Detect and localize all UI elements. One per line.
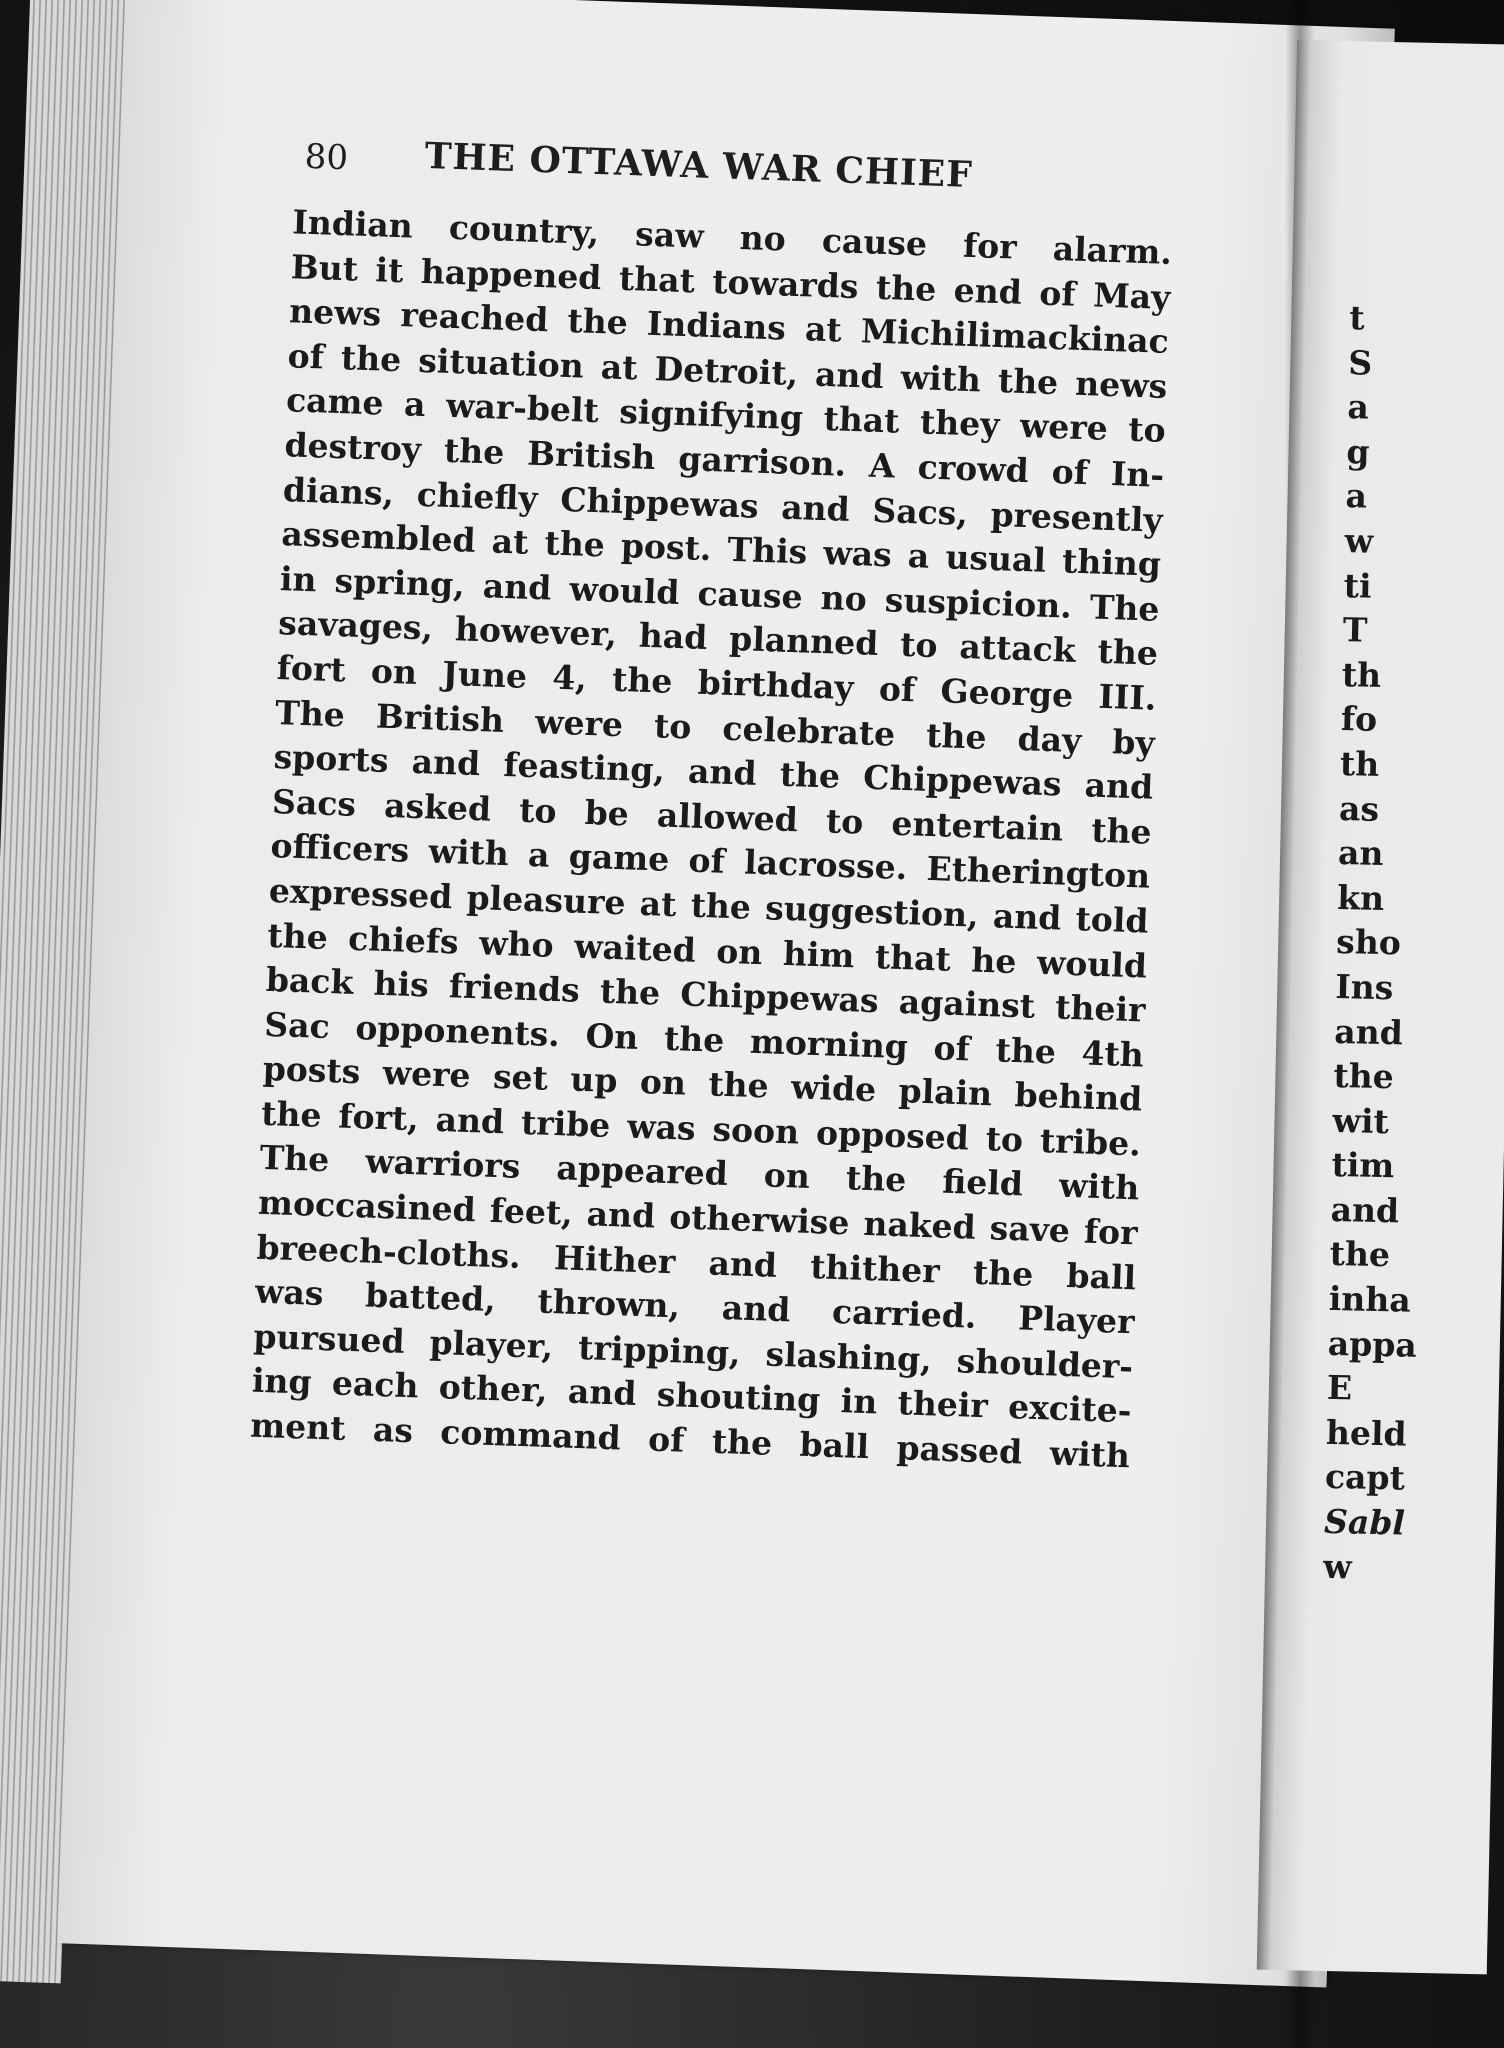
- word: The: [1089, 587, 1161, 629]
- word: Indian: [291, 202, 414, 246]
- right-text-fragment: w: [1344, 521, 1374, 561]
- word: fort,: [337, 1096, 420, 1139]
- word: of: [933, 1027, 971, 1069]
- word: his: [372, 963, 430, 1005]
- word: moccasined: [257, 1182, 477, 1230]
- word: and: [780, 487, 851, 529]
- word: A: [868, 445, 896, 486]
- word: shoulder-: [956, 1341, 1134, 1387]
- word: and: [435, 1099, 505, 1142]
- word: Chippewas: [559, 479, 760, 526]
- word: the: [1096, 632, 1159, 674]
- right-text-fragment: a: [1347, 387, 1370, 427]
- word: the: [972, 1252, 1034, 1294]
- word: alarm.: [1052, 228, 1173, 273]
- word: British: [526, 433, 657, 478]
- word: field: [941, 1162, 1024, 1204]
- word: the: [997, 360, 1059, 402]
- word: with: [1058, 1166, 1140, 1208]
- word: British: [375, 696, 505, 740]
- word: George: [939, 671, 1074, 715]
- word: Michilimackinac: [860, 311, 1170, 362]
- word: with: [900, 357, 982, 400]
- word: of: [687, 840, 726, 882]
- word: thing: [1061, 541, 1162, 585]
- word: news: [1074, 363, 1168, 406]
- word: who: [478, 922, 555, 965]
- word: thrown,: [536, 1281, 681, 1326]
- word: Player: [1017, 1298, 1136, 1342]
- word: to: [985, 1118, 1024, 1160]
- word: the: [690, 885, 752, 927]
- word: in: [279, 558, 318, 600]
- right-text-fragment: as: [1338, 788, 1380, 829]
- word: In-: [1110, 454, 1165, 495]
- word: however,: [454, 609, 618, 655]
- word: and: [482, 565, 553, 608]
- right-text-fragment: sho: [1335, 922, 1402, 963]
- word: the: [711, 1421, 773, 1463]
- word: were: [382, 1053, 472, 1096]
- word: at: [639, 883, 678, 925]
- right-text-fragment: capt: [1324, 1457, 1406, 1498]
- word: May: [1092, 274, 1171, 317]
- word: saw: [634, 214, 705, 256]
- word: for: [962, 225, 1018, 267]
- word: set: [492, 1057, 549, 1099]
- word: savages,: [277, 603, 434, 648]
- word: tribe: [520, 1102, 611, 1145]
- word: the: [845, 1158, 907, 1200]
- word: feet,: [489, 1190, 574, 1233]
- word: as: [372, 1409, 414, 1451]
- word: and: [687, 751, 758, 793]
- word: This: [726, 529, 808, 572]
- word: their: [1054, 987, 1147, 1030]
- word: that: [874, 936, 952, 979]
- word: asked: [383, 785, 492, 829]
- word: sports: [273, 737, 390, 781]
- word: plain: [897, 1071, 993, 1114]
- word: Etherington: [925, 849, 1151, 896]
- word: end: [953, 270, 1023, 312]
- word: tribe.: [1039, 1120, 1142, 1164]
- word: behind: [1013, 1075, 1143, 1119]
- word: reached: [399, 295, 549, 340]
- word: excite-: [1007, 1387, 1133, 1431]
- word: each: [331, 1363, 420, 1406]
- right-text-fragment: held: [1325, 1412, 1408, 1454]
- word: on: [639, 1062, 687, 1103]
- word: breech-cloths.: [255, 1227, 522, 1276]
- word: passed: [895, 1428, 1023, 1472]
- right-text-fragment: fo: [1340, 699, 1378, 740]
- running-head: THE OTTAWA WAR CHIEF: [424, 134, 974, 197]
- word: with: [427, 831, 510, 874]
- word: would: [568, 568, 681, 612]
- word: came: [285, 380, 385, 423]
- word: pleasure: [465, 877, 627, 923]
- right-text-fragment: appa: [1327, 1323, 1418, 1365]
- word: The: [274, 692, 346, 734]
- word: ment: [249, 1405, 347, 1448]
- word: was: [626, 1106, 697, 1148]
- word: on: [763, 1155, 811, 1197]
- word: to: [825, 801, 864, 842]
- word: Hither: [553, 1237, 676, 1281]
- right-text-fragment: and: [1330, 1189, 1400, 1231]
- word: signifying: [618, 392, 804, 438]
- right-text-fragment: T: [1342, 610, 1368, 650]
- word: chiefs: [347, 918, 460, 962]
- word: and: [1084, 765, 1154, 807]
- right-text-fragment: E: [1326, 1368, 1353, 1408]
- word: would: [1036, 942, 1148, 986]
- right-text-fragment: wit: [1332, 1100, 1390, 1141]
- word: the: [925, 715, 988, 757]
- word: birthday: [697, 662, 855, 708]
- word: ball: [798, 1424, 870, 1467]
- right-text-fragment: S: [1348, 342, 1373, 383]
- word: Detroit,: [653, 348, 799, 393]
- page-number: 80: [304, 136, 349, 179]
- word: they: [919, 402, 1001, 445]
- word: by: [1111, 721, 1156, 763]
- word: he: [970, 939, 1018, 981]
- word: and: [992, 896, 1063, 938]
- word: Chippewas: [679, 974, 880, 1021]
- word: chiefly: [416, 474, 539, 518]
- word: The: [259, 1138, 330, 1180]
- word: fort: [276, 648, 347, 690]
- word: planned: [728, 619, 879, 664]
- word: crowd: [917, 447, 1030, 491]
- word: Indians: [646, 303, 787, 348]
- word: the: [994, 1030, 1057, 1072]
- word: opponents.: [354, 1007, 561, 1054]
- word: 4,: [551, 657, 588, 698]
- right-text-fragment: the: [1329, 1234, 1391, 1275]
- word: were: [534, 701, 624, 744]
- word: no: [820, 577, 868, 619]
- word: batted,: [364, 1275, 497, 1320]
- word: save: [989, 1208, 1071, 1251]
- word: a: [907, 536, 930, 576]
- word: a: [403, 384, 427, 425]
- word: of: [1051, 451, 1089, 493]
- word: it: [374, 249, 405, 290]
- word: on: [370, 651, 418, 692]
- word: at: [600, 346, 639, 388]
- word: slashing,: [764, 1334, 933, 1380]
- word: happened: [420, 251, 603, 297]
- word: 4th: [1080, 1033, 1145, 1075]
- word: garrison.: [677, 438, 847, 484]
- word: news: [288, 291, 382, 334]
- word: the: [1090, 810, 1153, 852]
- right-text-fragment: the: [1333, 1056, 1395, 1097]
- word: player,: [428, 1322, 554, 1366]
- word: country,: [448, 207, 600, 253]
- word: at: [491, 521, 530, 562]
- word: thither: [809, 1246, 941, 1291]
- word: him: [782, 933, 856, 975]
- word: the: [543, 523, 606, 565]
- word: on: [715, 931, 764, 972]
- word: of: [1038, 273, 1077, 314]
- word: feasting,: [502, 745, 666, 790]
- right-text-fragment: ti: [1343, 565, 1372, 606]
- word: posts: [262, 1049, 361, 1092]
- right-page: [1254, 40, 1504, 2048]
- word: was: [254, 1271, 325, 1314]
- word: the: [443, 430, 505, 472]
- word: and: [814, 354, 885, 396]
- right-text-fragment: t: [1348, 298, 1366, 338]
- word: at: [804, 309, 843, 350]
- word: game: [568, 836, 670, 880]
- word: waited: [573, 926, 697, 970]
- word: post.: [620, 526, 713, 569]
- word: opposed: [815, 1113, 970, 1158]
- word: naked: [862, 1203, 977, 1247]
- word: that: [618, 258, 696, 301]
- word: of: [878, 669, 916, 710]
- word: warriors: [364, 1141, 522, 1187]
- word: On: [584, 1015, 640, 1057]
- word: up: [569, 1059, 619, 1101]
- word: the: [663, 1018, 725, 1060]
- word: spring,: [333, 560, 466, 605]
- word: to: [518, 790, 558, 831]
- word: the: [611, 659, 674, 701]
- right-text-fragment: tim: [1331, 1145, 1395, 1186]
- word: against: [898, 982, 1036, 1026]
- right-text-fragment: w: [1322, 1546, 1353, 1587]
- word: appeared: [555, 1148, 729, 1194]
- word: the: [340, 337, 402, 379]
- word: shouting: [656, 1375, 821, 1420]
- word: June: [441, 653, 528, 696]
- word: told: [1075, 899, 1150, 941]
- word: with: [1049, 1433, 1131, 1476]
- word: day: [1017, 718, 1082, 760]
- word: the: [779, 754, 841, 796]
- right-text-fragment: kn: [1336, 877, 1385, 918]
- word: and: [721, 1288, 791, 1330]
- word: of: [287, 336, 325, 377]
- word: towards: [711, 261, 860, 306]
- word: and: [411, 741, 481, 784]
- word: Chippewas: [862, 757, 1063, 804]
- word: no: [739, 217, 787, 259]
- word: the: [599, 971, 661, 1013]
- word: the: [266, 915, 329, 957]
- right-text-fragment: and: [1334, 1011, 1404, 1052]
- word: command: [439, 1412, 622, 1458]
- word: the: [875, 267, 937, 309]
- word: morning: [749, 1021, 909, 1066]
- right-text-fragment: a: [1345, 476, 1368, 516]
- word: back: [265, 959, 355, 1003]
- word: presently: [989, 494, 1164, 540]
- word: officers: [269, 826, 410, 871]
- word: attack: [958, 627, 1077, 671]
- word: in: [840, 1381, 878, 1422]
- word: tripping,: [577, 1327, 742, 1373]
- right-text-fragment: an: [1337, 833, 1384, 874]
- word: But: [290, 246, 359, 289]
- word: for: [1083, 1211, 1139, 1253]
- word: Sac: [263, 1004, 331, 1046]
- word: be: [584, 792, 630, 834]
- word: destroy: [283, 425, 422, 469]
- word: cause: [821, 220, 928, 264]
- word: their: [897, 1383, 989, 1426]
- right-text-fragment: g: [1346, 431, 1371, 472]
- word: suspicion.: [884, 580, 1073, 626]
- right-text-fragment: Ins: [1334, 966, 1394, 1008]
- word: pursued: [252, 1316, 406, 1361]
- word: III.: [1097, 676, 1157, 718]
- word: were: [1019, 406, 1109, 449]
- word: otherwise: [668, 1197, 851, 1243]
- word: usual: [944, 537, 1047, 580]
- word: suggestion,: [764, 888, 980, 935]
- word: to: [1127, 410, 1167, 451]
- word: the: [566, 301, 629, 343]
- word: of: [647, 1419, 686, 1460]
- word: had: [638, 616, 709, 658]
- word: cause: [696, 573, 804, 617]
- word: entertain: [890, 803, 1064, 849]
- word: other,: [438, 1367, 549, 1411]
- right-text-fragment: th: [1339, 743, 1380, 784]
- word: the: [260, 1093, 323, 1135]
- word: to: [899, 625, 939, 666]
- right-text-fragment: th: [1341, 654, 1382, 695]
- word: Sacs: [271, 781, 357, 824]
- word: wide: [790, 1067, 877, 1110]
- word: a: [527, 835, 551, 876]
- word: friends: [448, 966, 581, 1010]
- word: assembled: [280, 514, 477, 561]
- word: allowed: [656, 795, 799, 840]
- word: situation: [417, 340, 585, 386]
- right-text-fragment: inha: [1328, 1278, 1412, 1320]
- word: and: [567, 1372, 638, 1414]
- word: dians,: [282, 469, 395, 513]
- word: expressed: [268, 870, 454, 917]
- word: was: [822, 533, 893, 575]
- word: lacrosse.: [743, 842, 908, 888]
- word: the: [707, 1064, 770, 1106]
- body-text: [250, 200, 1173, 1479]
- right-text-fragment: Sabl: [1323, 1501, 1406, 1543]
- word: ing: [251, 1361, 313, 1403]
- word: Sacs,: [871, 490, 969, 533]
- word: ball: [1065, 1255, 1137, 1298]
- word: war-belt: [445, 386, 600, 431]
- word: and: [707, 1243, 778, 1285]
- word: and: [586, 1194, 656, 1236]
- word: that: [822, 399, 901, 442]
- word: soon: [711, 1109, 800, 1152]
- word: to: [653, 705, 693, 747]
- word: celebrate: [721, 708, 896, 754]
- word: carried.: [831, 1292, 978, 1337]
